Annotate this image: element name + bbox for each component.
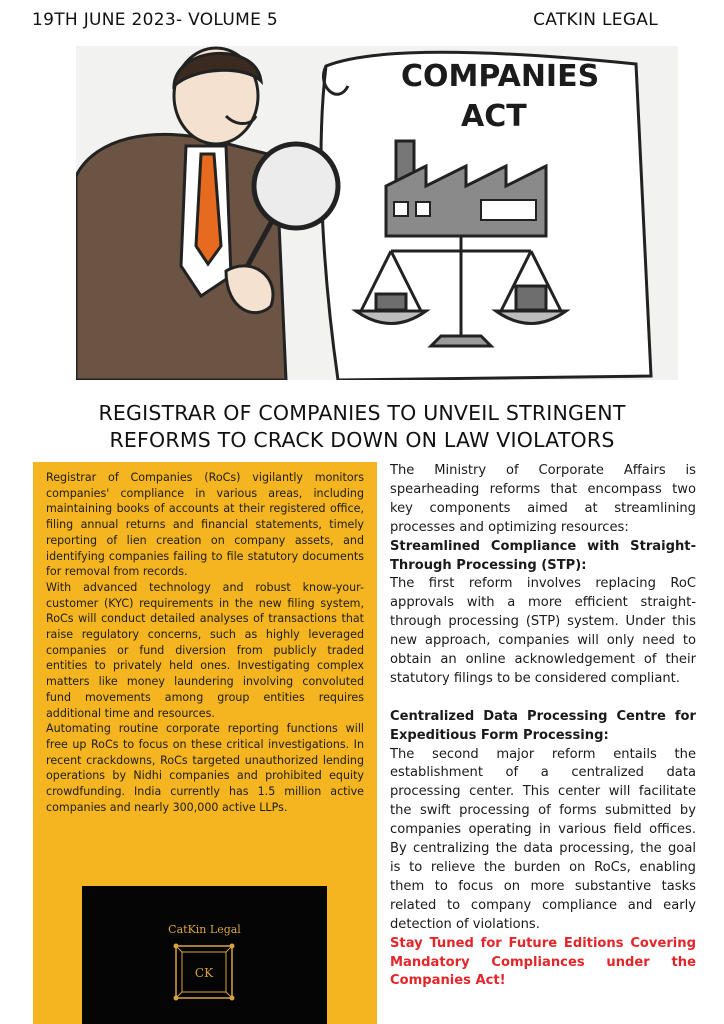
section-1-heading: Streamlined Compliance with Straight-Through Processing (STP): — [390, 538, 696, 573]
headline-line-1: REGISTRAR OF COMPANIES TO UNVEIL STRINGENT — [98, 401, 626, 425]
stay-tuned-callout: Stay Tuned for Future Editions Covering Mandatory Compliances under the Companies Act! — [390, 935, 696, 989]
scroll-title-line1: COMPANIES — [401, 59, 600, 94]
left-paragraph-1: Registrar of Companies (RoCs) vigilantly monitors companies' compliance in various areas, including maintaining books of accounts at their registered office, filing annual returns and financial statements, timely reporting of lien creation on company assets, and identifying companies failing to file statutory documents for removal from records. — [46, 471, 364, 579]
logo-title: CatKin Legal — [168, 923, 241, 936]
left-paragraph-3: Automating routine corporate reporting functions will free up RoCs to focus on these critical investigations. In recent crackdowns, RoCs targeted unauthorized lending operations by Nidhi companies and prohibited equity crowdfunding. India currently has 1.5 million active companies and nearly 300,000 active LLPs. — [46, 722, 364, 814]
section-2-heading: Centralized Data Processing Centre for Expeditious Form Processing: — [390, 708, 696, 743]
logo-monogram: CK — [194, 966, 214, 980]
brand-name: CATKIN LEGAL — [533, 10, 658, 30]
cartoon-illustration — [76, 46, 678, 380]
section-2-body: The second major reform entails the establishment of a centralized data processing center. This center will facilitate the swift processing of forms submitted by companies operating in various field offices. By centralizing the data processing, the goal is to relieve the burden on RoCs, enabling them to focus on more substantive tasks related to company compliance and early detection of violations. — [390, 746, 696, 932]
catkin-logo-block — [82, 886, 327, 1024]
section-spacer — [390, 689, 696, 708]
page-title — [20, 400, 704, 454]
headline-line-2: REFORMS TO CRACK DOWN ON LAW VIOLATORS — [109, 428, 615, 452]
article-intro: The Ministry of Corporate Affairs is spearheading reforms that encompass two key components aimed at streamlining processes and optimizing resources: — [390, 463, 696, 535]
yellow-sidebar — [33, 462, 377, 1024]
newsletter-header — [0, 8, 724, 32]
ck-monogram-icon — [172, 942, 236, 1002]
left-paragraph-2: With advanced technology and robust know-your-customer (KYC) requirements in the new filing system, RoCs will conduct detailed analyses of transactions that raise regulatory concerns, such as highly leveraged companies or fund diversion from publicly traded entities to privately held ones. Investigating complex matters like money laundering involving convoluted fund movements among group entities requires additional time and resources. — [46, 580, 364, 720]
section-1-body: The first reform involves replacing RoC approvals with a more efficient straight-through processing (STP) system. Under this new approach, companies will only need to obtain an online acknowledgement of their statutory filings to be considered compliant. — [390, 576, 696, 686]
businessman-with-magnifier — [76, 46, 678, 380]
main-article — [390, 462, 696, 991]
date-volume: 19TH JUNE 2023- VOLUME 5 — [32, 10, 278, 30]
scroll-title-line2: ACT — [461, 99, 527, 134]
